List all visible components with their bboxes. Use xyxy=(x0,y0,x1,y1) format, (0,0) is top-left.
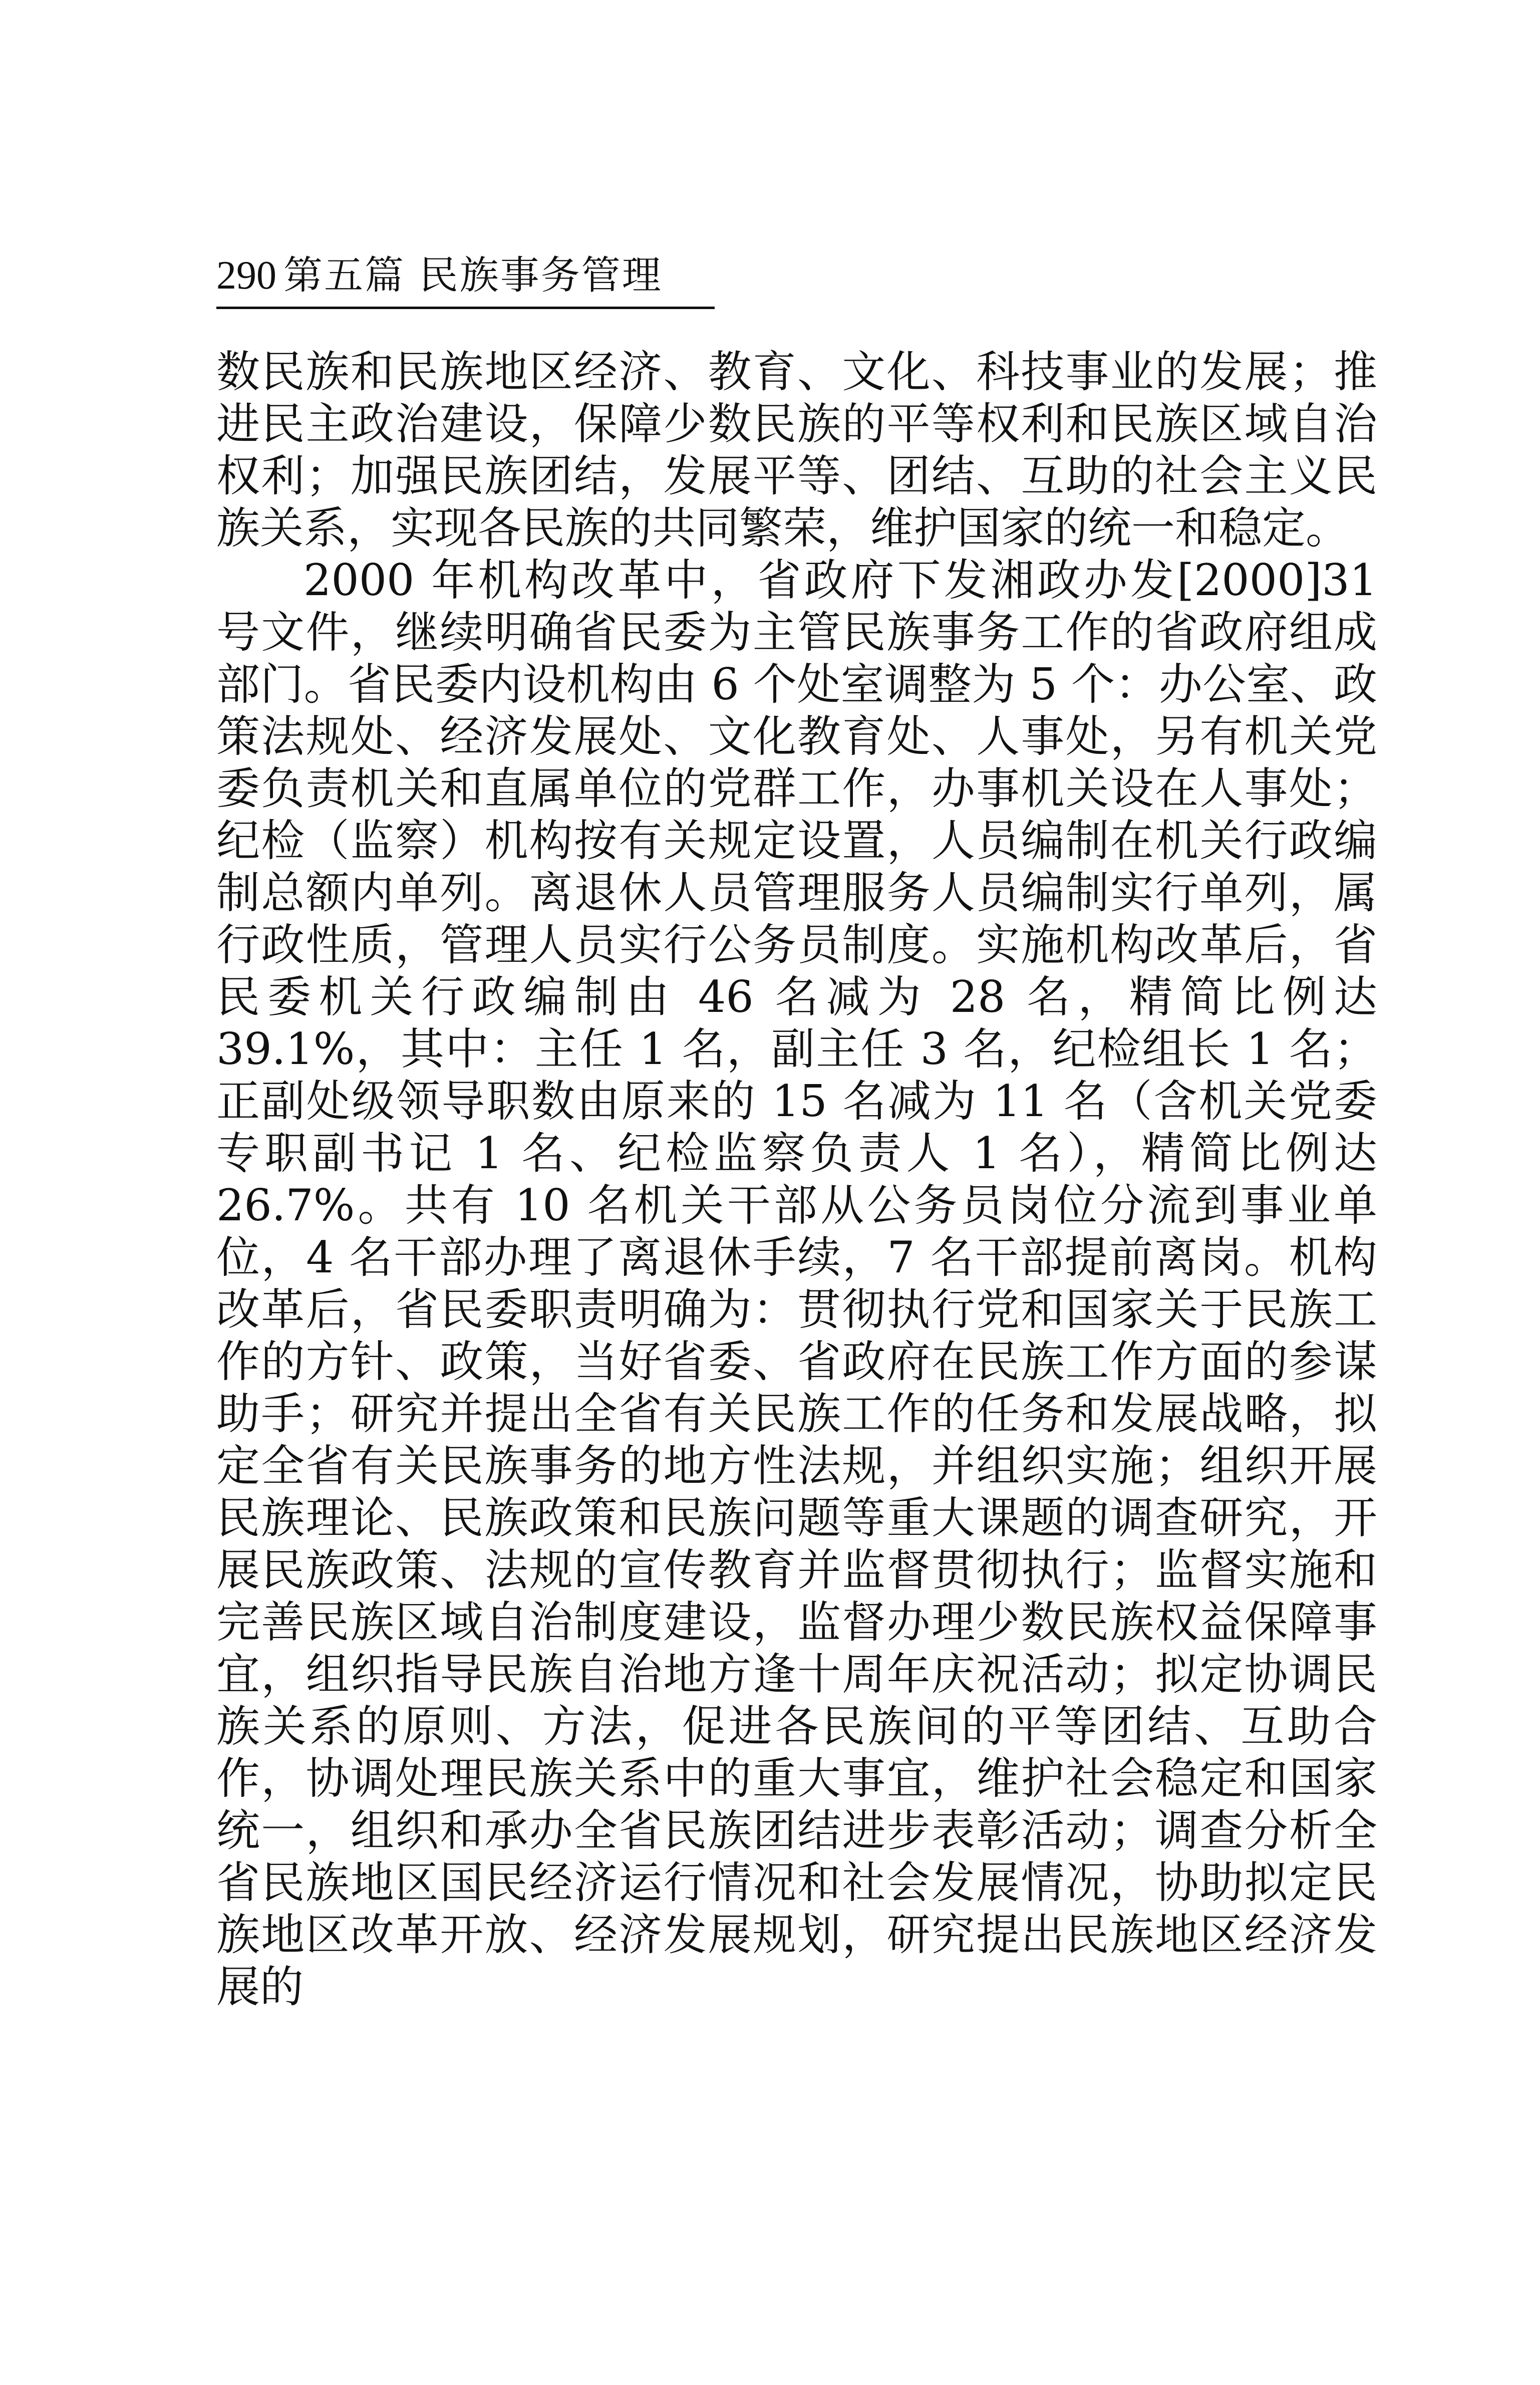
paragraph-institutional-reform: 2000 年机构改革中，省政府下发湘政办发[2000]31 号文件，继续明确省民委为主管民族事务工作的省政府组成部门。省民委内设机构由 6 个处室调整为 5 个：办公室、政策法规处、经济发展处、文化教育处、人事处，另有机关党委负责机关和直属单位的党群工作，办事机关设在人事处；纪检（监察）机构按有关规定设置，人员编制在机关行政编制总额内单列。离退休人员管理服务人员编制实行单列，属行政性质，管理人员实行公务员制度。实施机构改革后，省民委机关行政编制由 46 名减为 28 名，精简比例达 39.1%，其中：主任 1 名，副主任 3 名，纪检组长 1 名；正副处级领导职数由原来的 15 名减为 11 名（含机关党委专职副书记 1 名、纪检监察负责人 1 名），精简比例达 26.7%。共有 10 名机关干部从公务员岗位分流到事业单位，4 名干部办理了离退休手续，7 名干部提前离岗。机构改革后，省民委职责明确为：贯彻执行党和国家关于民族工作的方针、政策，当好省委、省政府在民族工作方面的参谋助手；研究并提出全省有关民族工作的任务和发展战略，拟定全省有关民族事务的地方性法规，并组织实施；组织开展民族理论、民族政策和民族问题等重大课题的调查研究，开展民族政策、法规的宣传教育并监督贯彻执行；监督实施和完善民族区域自治制度建设，监督办理少数民族权益保障事宜，组织指导民族自治地方逢十周年庆祝活动；拟定协调民族关系的原则、方法，促进各民族间的平等团结、互助合作，协调处理民族关系中的重大事宜，维护社会稳定和国家统一，组织和承办全省民族团结进步表彰活动；调查分析全省民族地区国民经济运行情况和社会发展情况，协助拟定民族地区改革开放、经济发展规划，研究提出民族地区经济发展的 xyxy=(216,555,1377,2012)
page-number: 290 xyxy=(216,253,276,298)
paragraph-continued: 数民族和民族地区经济、教育、文化、科技事业的发展；推进民主政治建设，保障少数民族的平等权利和民族区域自治权利；加强民族团结，发展平等、团结、互助的社会主义民族关系，实现各民族的共同繁荣，维护国家的统一和稳定。 xyxy=(216,346,1377,554)
running-header xyxy=(216,250,715,309)
body-text xyxy=(216,346,1377,2013)
section-title: 第五篇 民族事务管理 xyxy=(283,253,663,298)
